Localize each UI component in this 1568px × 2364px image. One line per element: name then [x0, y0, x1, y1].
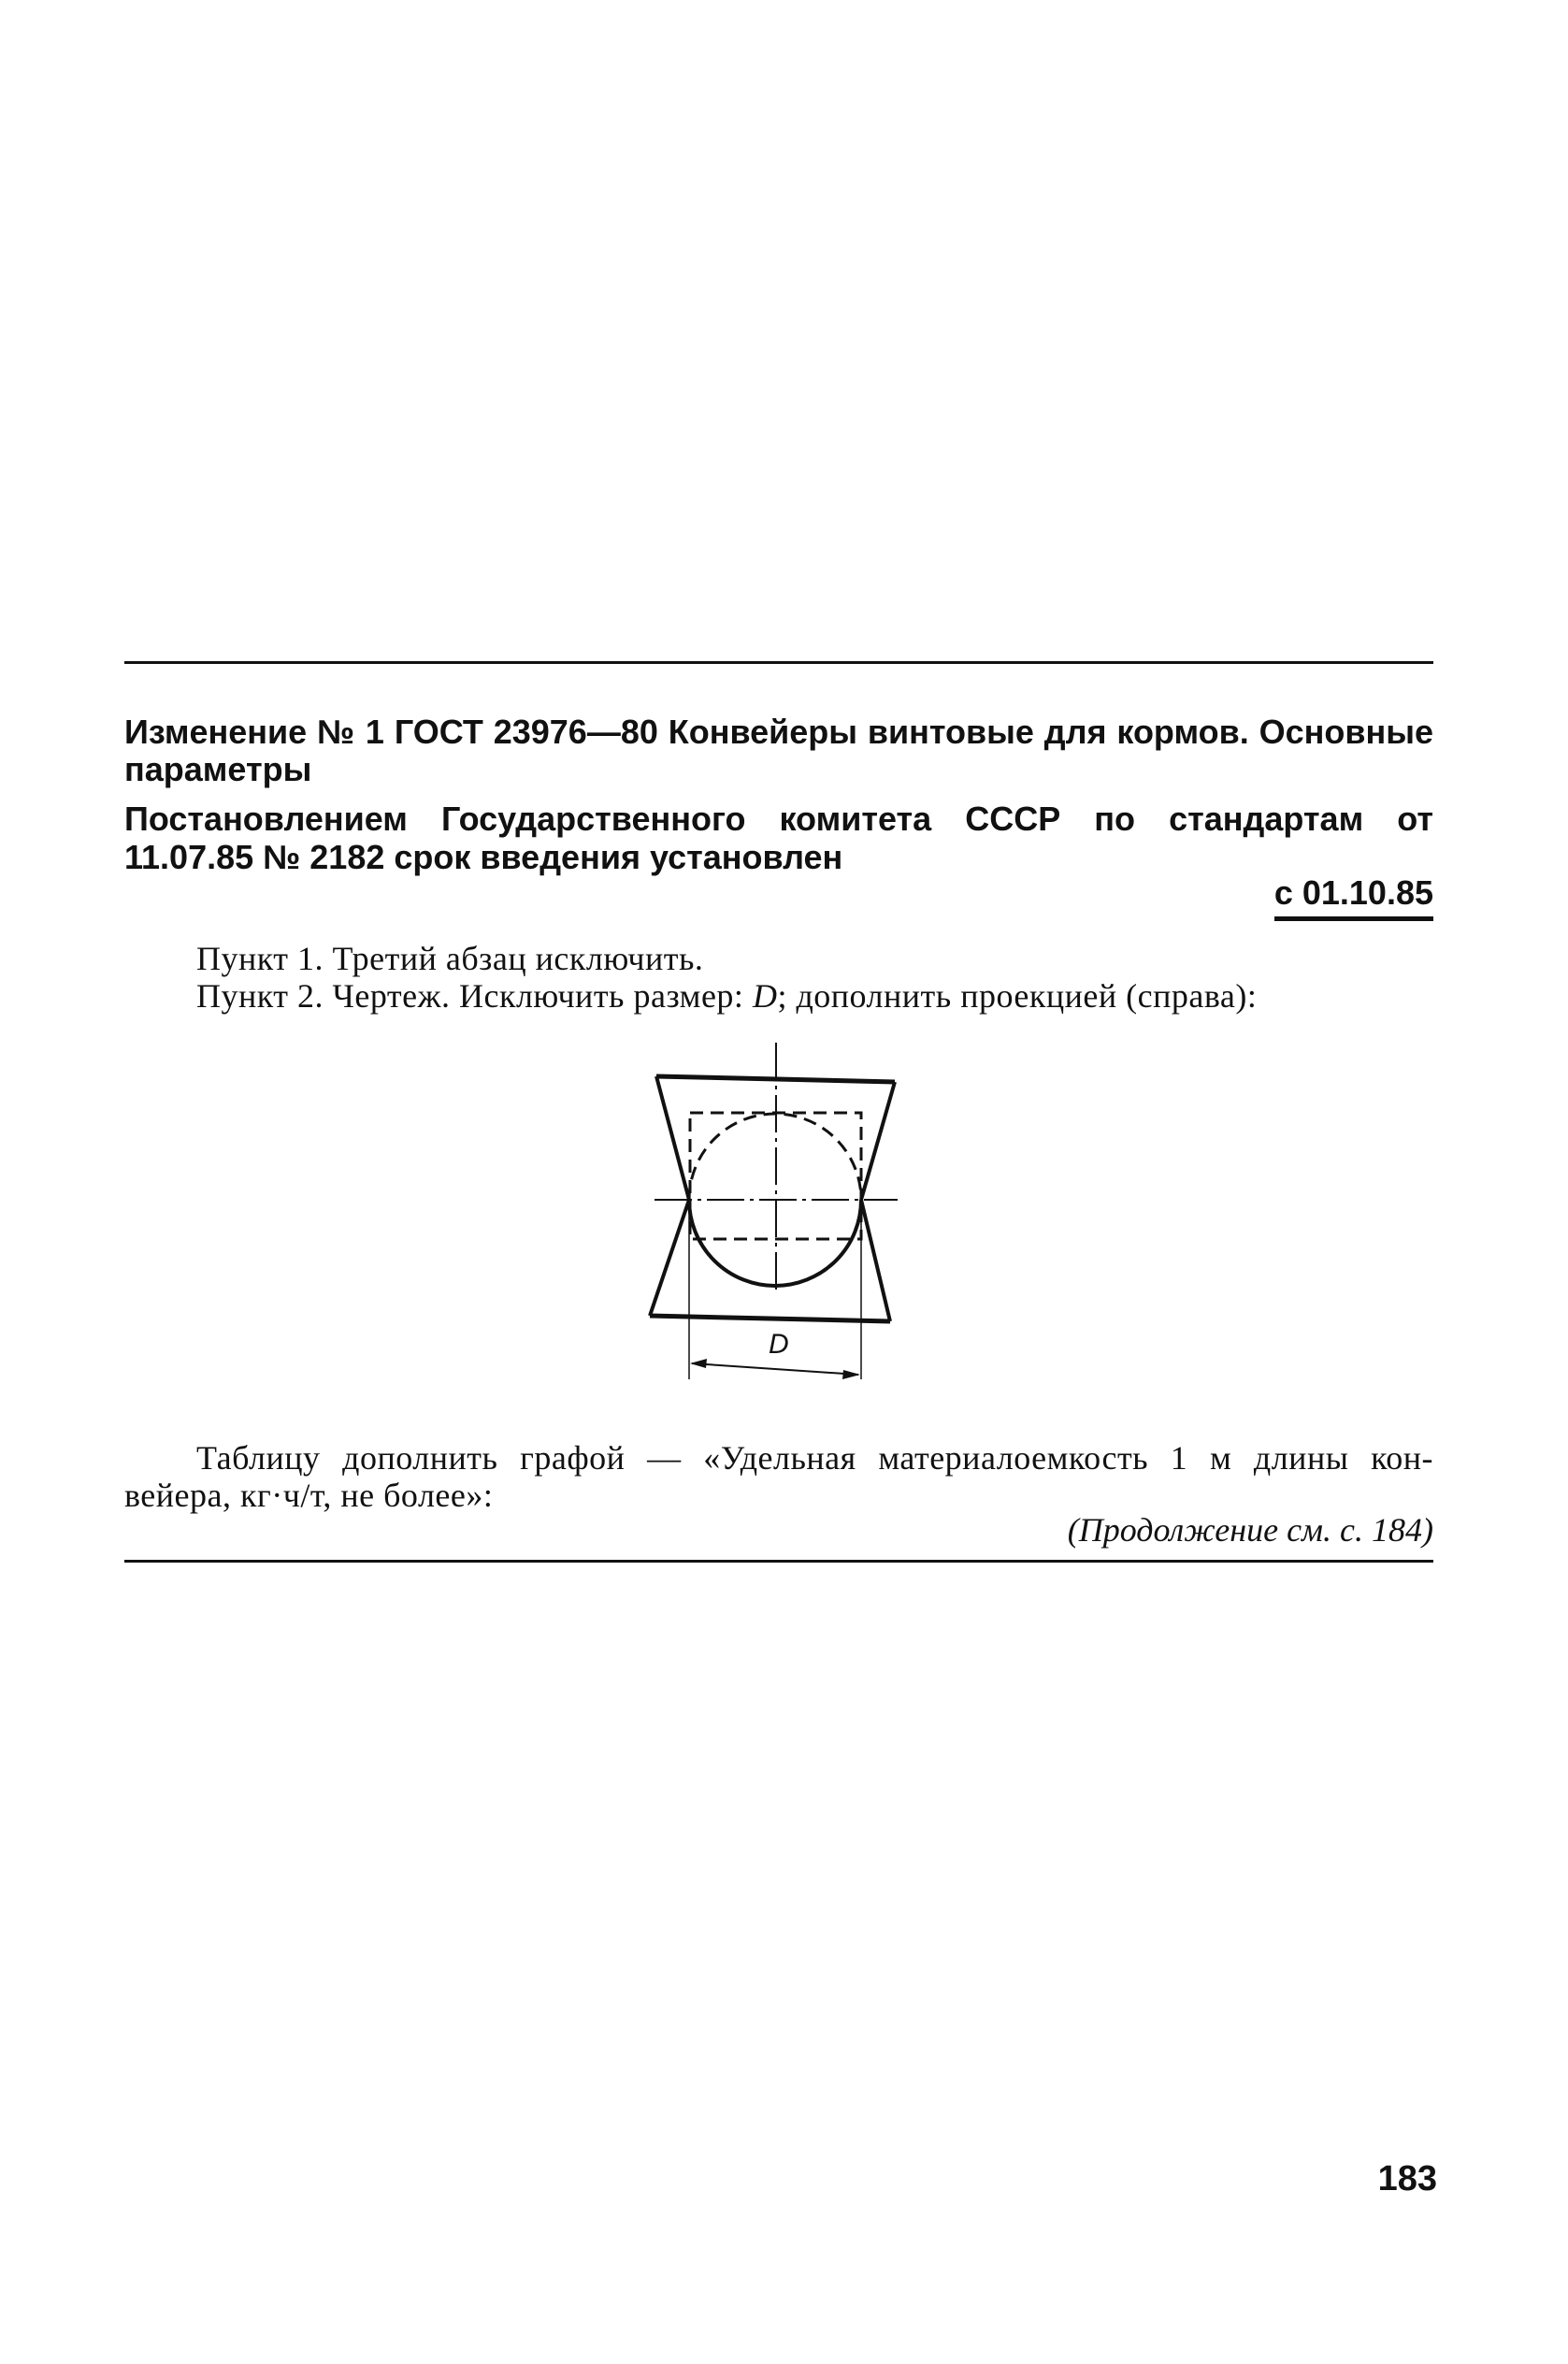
- outline-right-upper-edge: [861, 1082, 895, 1200]
- outline-bottom-edge: [650, 1316, 890, 1321]
- resolution-text-continued: 11.07.85 № 2182 срок введения установлен: [124, 838, 843, 876]
- top-rule: [124, 661, 1433, 664]
- continuation-note: (Продолжение см. с. 184): [1067, 1511, 1433, 1549]
- dimension-label: D: [769, 1329, 789, 1360]
- item-1-text: Пункт 1. Третий абзац исключить.: [196, 940, 704, 977]
- outline-left-upper-edge: [656, 1076, 689, 1200]
- resolution-text: Постановлением Государственного комитета СССР по стандартам от: [124, 800, 1433, 838]
- item-2-symbol: D: [752, 977, 778, 1015]
- outline-left-lower-edge: [650, 1200, 689, 1316]
- bottom-rule: [124, 1560, 1433, 1563]
- item-2-prefix: Пункт 2. Чертеж. Исключить размер:: [196, 977, 753, 1015]
- outline-right-lower-edge: [861, 1200, 890, 1321]
- dimension-arrow-left: [690, 1359, 707, 1368]
- item-2-suffix: ; дополнить проекцией (справа):: [777, 977, 1258, 1015]
- effective-date: с 01.10.85: [1274, 873, 1433, 921]
- table-instruction-text-continued: вейера, кг·ч/т, не более»:: [124, 1477, 494, 1514]
- page-number: 183: [1377, 2159, 1437, 2198]
- dimension-arrow-right: [842, 1370, 860, 1379]
- dimension-line: [692, 1363, 858, 1375]
- item-2-text: [196, 976, 1257, 1016]
- amendment-title: Изменение № 1 ГОСТ 23976—80 Конвейеры винтовые для кормов. Основные: [124, 713, 1433, 751]
- projection-drawing: [636, 1043, 916, 1417]
- outline-top-edge: [656, 1076, 895, 1082]
- table-instruction-text: Таблицу дополнить графой — «Удельная материалоемкость 1 м длины кон-: [196, 1439, 1433, 1477]
- amendment-title-continued: параметры: [124, 750, 312, 788]
